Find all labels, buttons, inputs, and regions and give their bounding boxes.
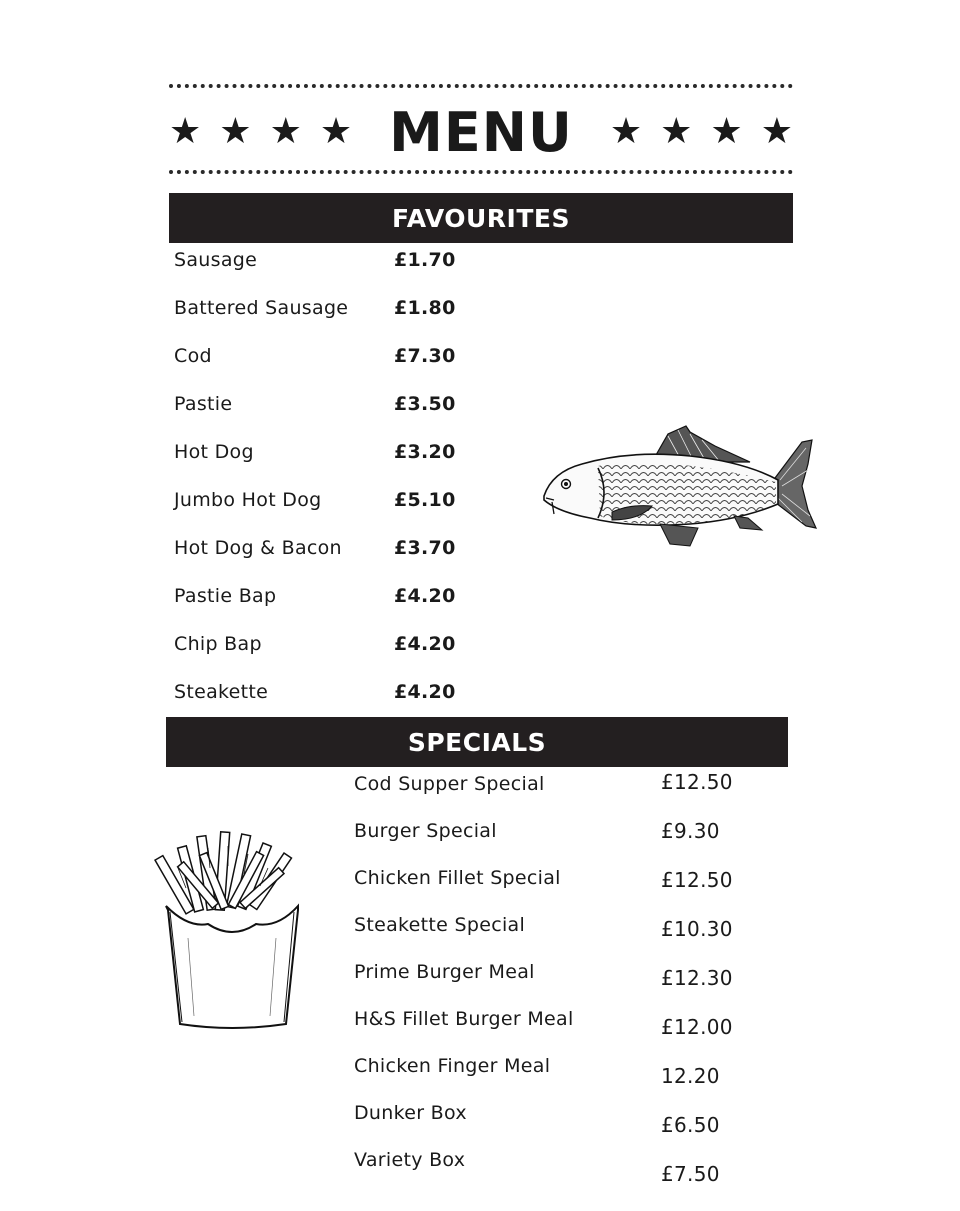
star-icon: ★: [609, 111, 643, 152]
stars-left: [169, 111, 353, 152]
special-item-price: £12.50: [661, 770, 733, 794]
item-name: Jumbo Hot Dog: [174, 489, 322, 511]
favourites-list: [174, 247, 494, 727]
menu-item: [174, 439, 494, 487]
item-name: Hot Dog & Bacon: [174, 537, 342, 559]
fish-illustration: [540, 420, 822, 550]
star-icon: ★: [269, 111, 302, 152]
menu-title: MENU: [389, 100, 573, 164]
fries-illustration: [148, 828, 314, 1036]
star-icon: ★: [319, 111, 353, 152]
star-icon: ★: [169, 111, 202, 152]
item-name: Steakette: [174, 681, 269, 703]
special-item-price: £7.50: [661, 1162, 720, 1186]
item-name: Hot Dog: [174, 441, 254, 463]
special-item-price: £12.50: [661, 868, 733, 892]
special-item-name: Prime Burger Meal: [354, 961, 535, 983]
bottom-dotted-divider: [169, 170, 793, 174]
stars-right: [609, 111, 793, 152]
favourites-heading: FAVOURITES: [169, 193, 793, 243]
special-item-name: Chicken Finger Meal: [354, 1055, 551, 1077]
item-name: Battered Sausage: [174, 297, 349, 319]
star-icon: ★: [760, 111, 793, 152]
star-icon: ★: [219, 111, 252, 152]
menu-item: [174, 391, 494, 439]
special-item-price: £12.30: [661, 966, 733, 990]
special-item-name: Steakette Special: [354, 914, 526, 936]
item-price: £4.20: [394, 633, 456, 655]
menu-item: [174, 487, 494, 535]
star-icon: ★: [660, 111, 693, 152]
menu-item: [174, 247, 494, 295]
specials-heading: SPECIALS: [166, 717, 788, 767]
item-price: £3.20: [394, 441, 456, 463]
item-price: £5.10: [394, 489, 456, 511]
item-price: £1.70: [394, 249, 456, 271]
item-price: £1.80: [394, 297, 456, 319]
menu-item: [174, 295, 494, 343]
special-item-name: Dunker Box: [354, 1102, 467, 1124]
special-item-price: £12.00: [661, 1015, 733, 1039]
specials-names: [354, 773, 574, 1196]
item-price: £7.30: [394, 345, 456, 367]
special-item-name: Variety Box: [354, 1149, 466, 1171]
special-item-name: Chicken Fillet Special: [354, 867, 561, 889]
specials-prices: [661, 770, 733, 1211]
special-item-price: £6.50: [661, 1113, 720, 1137]
special-item-price: £10.30: [661, 917, 733, 941]
special-item-price: £9.30: [661, 819, 720, 843]
menu-item: [174, 631, 494, 679]
star-icon: ★: [710, 111, 743, 152]
item-price: £4.20: [394, 585, 456, 607]
item-name: Cod: [174, 345, 212, 367]
menu-item: [174, 583, 494, 631]
item-price: £4.20: [394, 681, 456, 703]
special-item-name: Burger Special: [354, 820, 497, 842]
item-name: Sausage: [174, 249, 258, 271]
top-dotted-divider: [169, 84, 793, 88]
menu-item: [174, 535, 494, 583]
item-name: Pastie: [174, 393, 233, 415]
item-price: £3.50: [394, 393, 456, 415]
special-item-name: Cod Supper Special: [354, 773, 545, 795]
special-item-price: 12.20: [661, 1064, 720, 1088]
menu-item: [174, 343, 494, 391]
item-name: Pastie Bap: [174, 585, 277, 607]
special-item-name: H&S Fillet Burger Meal: [354, 1008, 574, 1030]
item-price: £3.70: [394, 537, 456, 559]
menu-header: [169, 100, 793, 164]
item-name: Chip Bap: [174, 633, 262, 655]
